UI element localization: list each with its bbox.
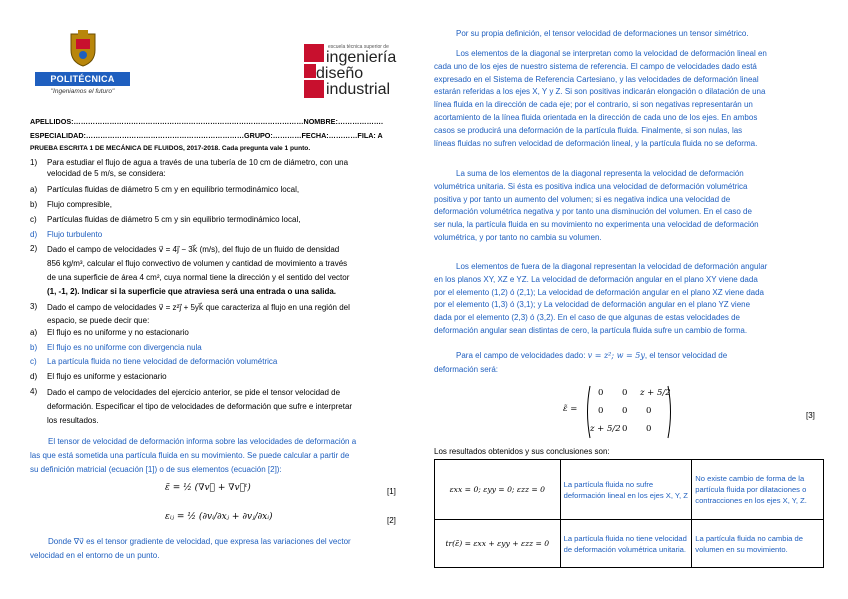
apellidos-field: APELLIDOS:……………………………………………………………………………………NOMBRE:………………. bbox=[30, 117, 383, 126]
question-line: Para estudiar el flujo de agua a través de una tubería de 10 cm de diámetro, con una bbox=[47, 158, 349, 167]
university-slogan: "Ingeniamos el futuro" bbox=[50, 88, 115, 95]
option-b: b) El flujo es no uniforme con divergencia nula bbox=[30, 342, 202, 352]
table-row bbox=[435, 460, 824, 520]
table-cell: tr(ε̃) = εxx + εyy + εzz = 0 bbox=[435, 520, 561, 568]
table-cell: La partícula fluida no sufre deformación lineal en los ejes X, Y, Z bbox=[560, 460, 692, 520]
equation-1-tag: [1] bbox=[387, 487, 396, 496]
question-line: espacio, se puede decir que: bbox=[47, 316, 150, 325]
right-p4: Los elementos de fuera de la diagonal representan la velocidad de deformación angular en los planos XY, XZ e YZ. La velocidad de deformación angular en el plano XY viene dada por el elemento (1,2) ó (2,1); La velocidad de deformación angular en el plano XZ viene dada por el elemento (1,3) ó (3,1); y La velocidad de deformación angular en el plano YZ viene dada por el elemento (2,3) ó (3,2). En el caso de que algunas de estas velocidades de deformación angular sean distintas de cero, la partícula fluida sufre un cambio de forma. bbox=[434, 262, 768, 335]
matrix-cell: z + 5/2 bbox=[640, 388, 671, 398]
matrix-cell: 0 bbox=[598, 406, 604, 416]
option-a: a) Partículas fluidas de diámetro 5 cm y en equilibrio termodinámico local, bbox=[30, 185, 300, 194]
upm-logo bbox=[35, 30, 130, 108]
question-line: Dado el campo de velocidades v⃗ = z²j⃗ + 5yk⃗ que caracteriza al flujo en una región del bbox=[47, 303, 350, 312]
option-d: d) El flujo es uniforme y estacionario bbox=[30, 371, 167, 381]
logo-line-3: industrial bbox=[326, 81, 391, 98]
question-number: 1) bbox=[30, 158, 38, 167]
question-line: los resultados. bbox=[47, 416, 99, 425]
results-table bbox=[434, 459, 824, 568]
answer-intro bbox=[30, 435, 410, 477]
results-intro: Los resultados obtenidos y sus conclusiones son: bbox=[434, 447, 610, 456]
crest-icon bbox=[67, 30, 99, 68]
answer-line: Donde ∇v⃗ es el tensor gradiente de velocidad, que expresa las variaciones del vector bbox=[48, 537, 351, 546]
matrix-cell: 0 bbox=[622, 388, 628, 398]
matrix-cell: 0 bbox=[598, 388, 604, 398]
matrix-label: ε̃ = bbox=[563, 404, 578, 414]
question-line: (1, -1, 2). Indicar si la superficie que atraviesa será una entrada o una salida. bbox=[47, 287, 337, 296]
logo-line-2: diseño bbox=[316, 65, 364, 82]
logo-line-0: escuela técnica superior de bbox=[328, 44, 389, 50]
table-row bbox=[435, 520, 824, 568]
etsidi-logo bbox=[302, 42, 410, 100]
question-line: velocidad de 5 m/s, se considera: bbox=[47, 169, 166, 178]
question-3: 3) Dado el campo de velocidades v⃗ = z²j⃗ + 5yk⃗ que caracteriza al flujo en una región del espacio, se puede decir que: bbox=[30, 301, 420, 327]
right-p5: Para el campo de velocidades dado: v = z²; w = 5y, el tensor velocidad de bbox=[456, 351, 728, 360]
option-c: c) Partículas fluidas de diámetro 5 cm y sin equilibrio termodinámico local, bbox=[30, 215, 301, 224]
question-line: 856 kg/m³, calcular el flujo convectivo de volumen y cantidad de movimiento a través bbox=[47, 259, 348, 268]
option-a: a) El flujo es no uniforme y no estacionario bbox=[30, 328, 189, 337]
option-c: c) La partícula fluida no tiene velocidad de deformación volumétrica bbox=[30, 357, 278, 366]
matrix-cell: 0 bbox=[646, 406, 652, 416]
option-b: b) Flujo compresible, bbox=[30, 200, 112, 209]
matrix-cell: 0 bbox=[622, 424, 628, 434]
option-d: d) Flujo turbulento bbox=[30, 230, 103, 239]
answer-outro bbox=[30, 535, 410, 563]
right-p2: Los elementos de la diagonal se interpretan como la velocidad de deformación lineal en cada uno de los ejes de nuestro sistema de referencia. El campo de velocidades dado está expresado en el Sistema de Referencia Cartesiano, y las velocidades de deformación lineal estarán referidas a los ejes X, Y y Z. Si son positivas indicarán elongación o dilatación de una línea fluida en la dirección de cada eje; por el contrario, si son negativas representarán un acortamiento de la línea fluida orientada en la dirección de cada uno de los ejes. En ambos casos se producirá una deformación de la partícula fluida. Finalmente, si son nulas, las líneas fluidas no sufren velocidad de deformación lineal, y la partícula fluida no se deforma. bbox=[434, 49, 767, 148]
equation-1: ε̃ = ½ (∇v⃗ + ∇v⃗ᵗ) bbox=[165, 483, 251, 493]
question-line: Dado el campo de velocidades v⃗ = 4j⃗ − 3k⃗ (m/s), del flujo de un fluido de densidad bbox=[47, 245, 340, 254]
question-4: 4) Dado el campo de velocidades del ejercicio anterior, se pide el tensor velocidad de deformación. Especificar el tipo de velocidades de deformación que sufre e interpretar los resultados. bbox=[30, 386, 420, 428]
equation-3-tag: [3] bbox=[806, 411, 815, 420]
tensor-matrix bbox=[584, 384, 674, 440]
question-1-options bbox=[30, 184, 420, 244]
answer-line: su definición matricial (ecuación [1]) o de sus elementos (ecuación [2]): bbox=[30, 465, 282, 474]
table-cell: La partícula fluida no tiene velocidad de deformación volumétrica unitaria. bbox=[560, 520, 692, 568]
matrix-cell: 0 bbox=[622, 406, 628, 416]
question-2: 2) Dado el campo de velocidades v⃗ = 4j⃗ − 3k⃗ (m/s), del flujo de un fluido de densidad 856 kg/m³, calcular el flujo convectivo de volumen y cantidad de movimiento a través de una superficie de área 4 cm², cuya normal tiene la dirección y el sentido del vector (1, -1, 2). Indicar si la superficie que atraviesa será una entrada o una salida. bbox=[30, 243, 420, 299]
table-cell: La partícula fluida no cambia de volumen en su movimiento. bbox=[692, 520, 824, 568]
matrix-cell: z + 5/2 bbox=[590, 424, 621, 434]
exam-title: PRUEBA ESCRITA 1 DE MECÁNICA DE FLUIDOS, 2017-2018. Cada pregunta vale 1 punto. bbox=[30, 145, 311, 152]
right-p1: Por su propia definición, el tensor velocidad de deformaciones un tensor simétrico. bbox=[456, 29, 749, 38]
equation-2: εᵢⱼ = ½ (∂vᵢ/∂xⱼ + ∂vⱼ/∂xᵢ) bbox=[165, 512, 273, 522]
answer-line: El tensor de velocidad de deformación informa sobre las velocidades de deformación a bbox=[48, 437, 357, 446]
question-line: deformación. Especificar el tipo de velocidades de deformación que sufre e interpretar bbox=[47, 402, 353, 411]
right-p5-line2: deformación será: bbox=[434, 365, 499, 374]
question-line: de una superficie de área 4 cm², cuya normal tiene la dirección y el sentido del vector bbox=[47, 273, 350, 282]
table-cell: εxx = 0; εyy = 0; εzz = 0 bbox=[435, 460, 561, 520]
logo-line-1: ingeniería bbox=[326, 49, 397, 66]
right-p3: La suma de los elementos de la diagonal representa la velocidad de deformación volumétrica unitaria. Si ésta es positiva indica una velocidad de deformación volumétrica positiva y por tanto un aumento del volumen; si es negativa indica una velocidad de deformación volumétrica negativa y por tanto una disminución del volumen. En el caso de ser nula, la partícula fluida en su movimiento no experimenta una velocidad de deformación volumétrica, y por tanto no cambia su volumen. bbox=[434, 169, 759, 242]
answer-line: velocidad en el entorno de un punto. bbox=[30, 551, 160, 560]
question-3-options bbox=[30, 327, 420, 385]
question-line: Dado el campo de velocidades del ejercicio anterior, se pide el tensor velocidad de bbox=[47, 388, 341, 397]
table-cell: No existe cambio de forma de la partícula fluida por dilataciones o contracciones en los ejes X, Y, Z. bbox=[692, 460, 824, 520]
especialidad-field: ESPECIALIDAD:…………………………………………………………GRUPO:…………FECHA:…………FILA: A bbox=[30, 131, 383, 140]
equation-2-tag: [2] bbox=[387, 516, 396, 525]
matrix-cell: 0 bbox=[646, 424, 652, 434]
question-1 bbox=[30, 157, 420, 179]
university-name: POLITÉCNICA bbox=[35, 72, 130, 86]
answer-line: las que está sometida una partícula fluida en su movimiento. Se puede calcular a partir de bbox=[30, 451, 350, 460]
